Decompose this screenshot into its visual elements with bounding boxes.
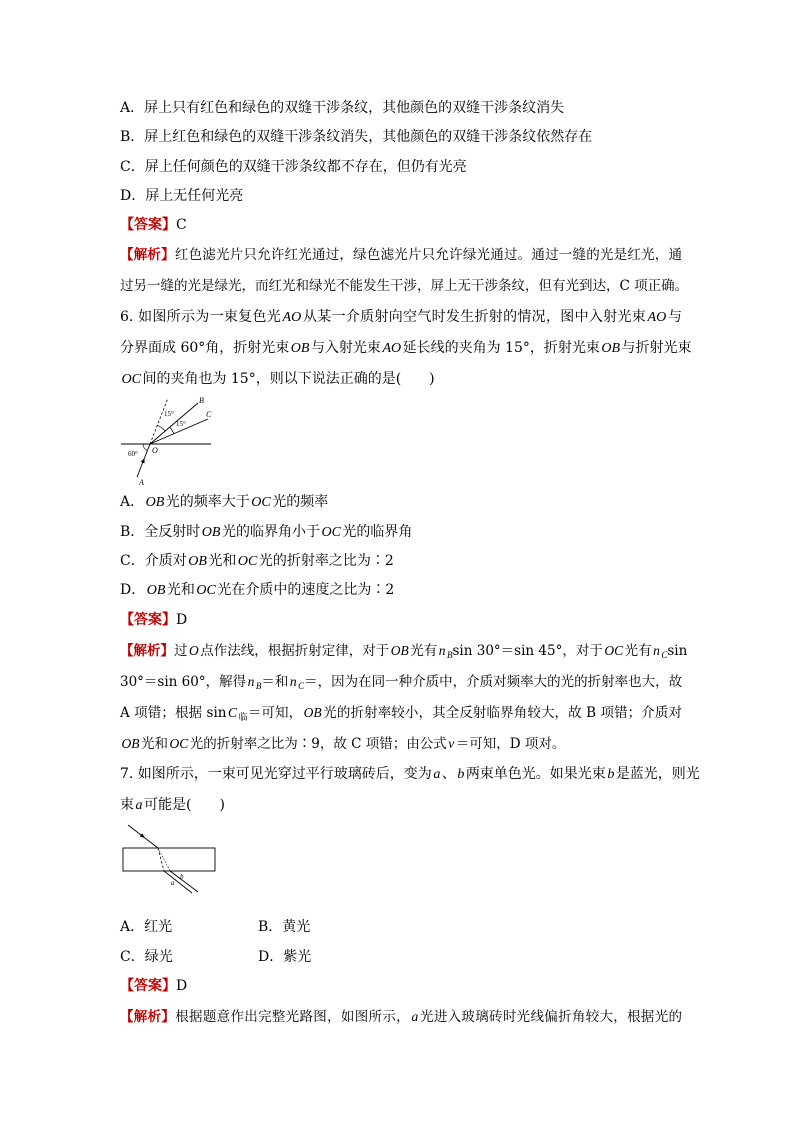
text-run: 光有 [624, 642, 652, 659]
q6-stem-line [120, 333, 692, 364]
math-symbol: a [135, 797, 143, 813]
text-run: ＝，因为在同一种介质中，介质对频率大的光的折射率也大，故 [304, 673, 683, 690]
math-symbol: OC [237, 554, 258, 570]
text-run: 是蓝光，则光 [615, 765, 700, 782]
q5-option-d: D．屏上无任何光亮 [120, 187, 244, 204]
answer-value: D [176, 611, 188, 628]
text-run: 光的频率 [272, 494, 329, 511]
subscript: C [661, 649, 668, 660]
answer-tag: 【答案】 [120, 611, 176, 628]
text-run: 根据题意作出完整光路图，如图所示， [175, 1009, 410, 1026]
q6-option-d [120, 576, 682, 605]
q5-analysis-line [120, 240, 682, 271]
text-run: 6. 如图所示为一束复色光 [120, 309, 282, 326]
angle-arc-60 [143, 444, 147, 451]
q5-answer-line [120, 211, 682, 240]
text-run: 光的折射率之比为∶2 [258, 553, 394, 570]
math-symbol: O [189, 642, 199, 658]
math-symbol: a [433, 766, 441, 782]
glass-block [123, 848, 215, 871]
text-run: 光在介质中的速度之比为∶2 [217, 582, 395, 599]
text-run: 延长线的夹角为 15°，折射光束 [402, 340, 600, 357]
inner-ray-a [158, 848, 164, 871]
exit-ray-a [164, 871, 192, 893]
math-symbol: n [247, 673, 255, 689]
text-run: sin [667, 642, 688, 659]
math-symbol: AO [282, 310, 302, 326]
text-run: 分界面成 60°角，折射光束 [120, 340, 290, 357]
answer-value: D [176, 978, 188, 995]
q7-glass-block-figure [120, 821, 682, 914]
q6-answer-line [120, 606, 682, 635]
q7-options-row [120, 943, 682, 972]
text-run: A． [120, 494, 145, 511]
label-b: B [199, 396, 204, 406]
text-run: 与 [667, 309, 682, 326]
text-run: 与折射光束 [621, 340, 692, 357]
text-run: C．介质对 [120, 553, 187, 570]
text-run: 红色滤光片只允许红光通过，绿色滤光片只允许绿光通过。通过一缝的光是红光，通 [174, 247, 683, 264]
math-symbol: OB [303, 704, 322, 720]
math-symbol: AO [382, 341, 402, 357]
math-symbol: OB [145, 495, 165, 511]
text-run: 光和 [166, 582, 195, 599]
math-symbol: OC [251, 495, 271, 511]
text-run: 光的频率大于 [165, 494, 250, 511]
q6-stem-line [120, 364, 682, 395]
refraction-diagram [118, 395, 218, 488]
text-run: 7. 如图所示，一束可见光穿过平行玻璃砖后，变为 [120, 765, 432, 782]
q7-stem-line [120, 790, 682, 821]
q6-analysis-line [120, 635, 688, 666]
text-run: 束 [120, 796, 134, 813]
text-run: 从某一介质射向空气时发生折射的情况，图中入射光束 [302, 309, 647, 326]
subscript: C [298, 680, 305, 691]
text-run: 光的折射率较小，其全反射临界角较大，故 B 项错；介质对 [323, 704, 682, 721]
label-angle-60: 60° [128, 450, 138, 459]
subscript: B [255, 680, 262, 691]
q6-option-a [120, 488, 682, 517]
math-symbol: OB [601, 341, 621, 357]
q7-options-row [120, 913, 682, 942]
math-symbol: OB [188, 554, 207, 570]
label-o: O [152, 446, 158, 456]
answer-tag: 【答案】 [120, 978, 176, 995]
label-b: b [180, 872, 184, 881]
math-symbol: OC [604, 642, 624, 658]
math-symbol: C [228, 704, 238, 720]
math-symbol: OB [390, 642, 409, 658]
analysis-text [174, 643, 687, 659]
math-symbol: OC [169, 735, 189, 751]
label-a: a [171, 878, 175, 887]
q6-analysis-line [120, 697, 682, 728]
q7-answer-line [120, 972, 682, 1001]
text-run: 光的折射率之比为∶9，故 C 项错；由公式 [189, 735, 447, 752]
incident-arrow-icon [141, 458, 145, 463]
q5-option-a: A．屏上只有红色和绿色的双缝干涉条纹，其他颜色的双缝干涉条纹消失 [120, 100, 565, 116]
q7-option-a: A．红光 [120, 919, 173, 936]
angle-arc-15-lower [170, 428, 174, 435]
subscript: B [447, 649, 453, 660]
text-run: ＝可知，D 项对。 [455, 735, 566, 752]
angle-arc-15-upper [157, 426, 165, 432]
analysis-tag: 【解析】 [120, 642, 174, 659]
text-run: 可能是( ) [144, 796, 225, 813]
math-symbol: v [448, 735, 455, 751]
math-symbol: b [457, 766, 465, 782]
text-run: 光和 [208, 553, 237, 570]
math-symbol: OC [121, 372, 141, 388]
math-symbol: OB [121, 735, 140, 751]
text-run: 两束单色光。如果光束 [465, 765, 606, 782]
text-run: 光有 [410, 642, 438, 659]
label-angle-15-lower: 15° [176, 420, 186, 429]
q7-option-c: C．绿光 [120, 948, 173, 965]
text-run: 间的夹角也为 15°，则以下说法正确的是( ) [142, 371, 435, 388]
text-run: ＝和 [261, 673, 289, 690]
label-a: A [139, 478, 144, 488]
label-angle-15-upper: 15° [164, 410, 174, 419]
answer-tag: 【答案】 [120, 217, 176, 234]
inner-ray-b [158, 848, 170, 871]
text-run: 与入射光束 [310, 340, 381, 357]
text-run: 光的临界角小于 [221, 523, 320, 540]
text-run: B．全反射时 [120, 523, 201, 540]
q6-analysis-line [120, 728, 682, 759]
q7-option-b: B．黄光 [258, 919, 311, 936]
q7-option-d: D．紫光 [258, 948, 312, 965]
q6-analysis-line [120, 666, 682, 697]
q7-stem-line [120, 759, 700, 790]
analysis-text [175, 1009, 682, 1025]
q5-option-b: B．屏上红色和绿色的双缝干涉条纹消失，其他颜色的双缝干涉条纹依然存在 [120, 129, 593, 146]
text-run: A 项错；根据 sin [120, 704, 227, 721]
refracted-ray-ob [150, 403, 198, 444]
q6-option-c [120, 547, 682, 576]
math-symbol: OC [196, 583, 216, 599]
math-symbol: AO [647, 310, 667, 326]
text-run: 光进入玻璃砖时光线偏折角较大，根据光的 [419, 1009, 683, 1026]
glass-block-diagram [118, 821, 218, 913]
q6-stem-line [120, 302, 682, 333]
analysis-text [175, 247, 682, 263]
q7-analysis-line [120, 1001, 682, 1032]
text-run: ＝可知， [247, 704, 303, 721]
math-symbol: OB [201, 524, 221, 540]
document-page [120, 94, 700, 1032]
text-run: D． [120, 582, 146, 599]
subscript: 临 [238, 712, 248, 723]
label-c: C [206, 410, 212, 420]
q6-option-b [120, 518, 682, 547]
math-symbol: n [289, 673, 297, 689]
math-symbol: a [411, 1009, 419, 1025]
analysis-tag: 【解析】 [120, 247, 175, 264]
text-run: 过另一缝的光是绿光，而红光和绿光不能发生干涉，屏上无干涉条纹，但有光到达，C 项正确。 [120, 278, 689, 295]
q5-option-c: C．屏上任何颜色的双缝干涉条纹都不存在，但仍有光亮 [120, 158, 467, 175]
math-symbol: b [607, 766, 615, 782]
text-run: 光的临界角 [342, 523, 413, 540]
q6-refraction-figure [120, 395, 682, 488]
text-run: 过 [174, 642, 188, 659]
math-symbol: n [438, 642, 446, 658]
math-symbol: OB [146, 583, 166, 599]
text-run: 30°＝sin 60°，解得 [120, 673, 247, 690]
analysis-tag: 【解析】 [120, 1009, 176, 1026]
math-symbol: n [653, 642, 660, 658]
math-symbol: OB [290, 341, 310, 357]
text-run: 点作法线，根据折射定律，对于 [200, 642, 390, 659]
text-run: 、 [441, 765, 456, 782]
text-run: 光和 [141, 735, 168, 752]
answer-value: C [176, 217, 187, 234]
math-symbol: OC [321, 524, 341, 540]
text-run: sin 30°＝sin 45°，对于 [452, 642, 603, 659]
q5-analysis-line [120, 271, 689, 302]
